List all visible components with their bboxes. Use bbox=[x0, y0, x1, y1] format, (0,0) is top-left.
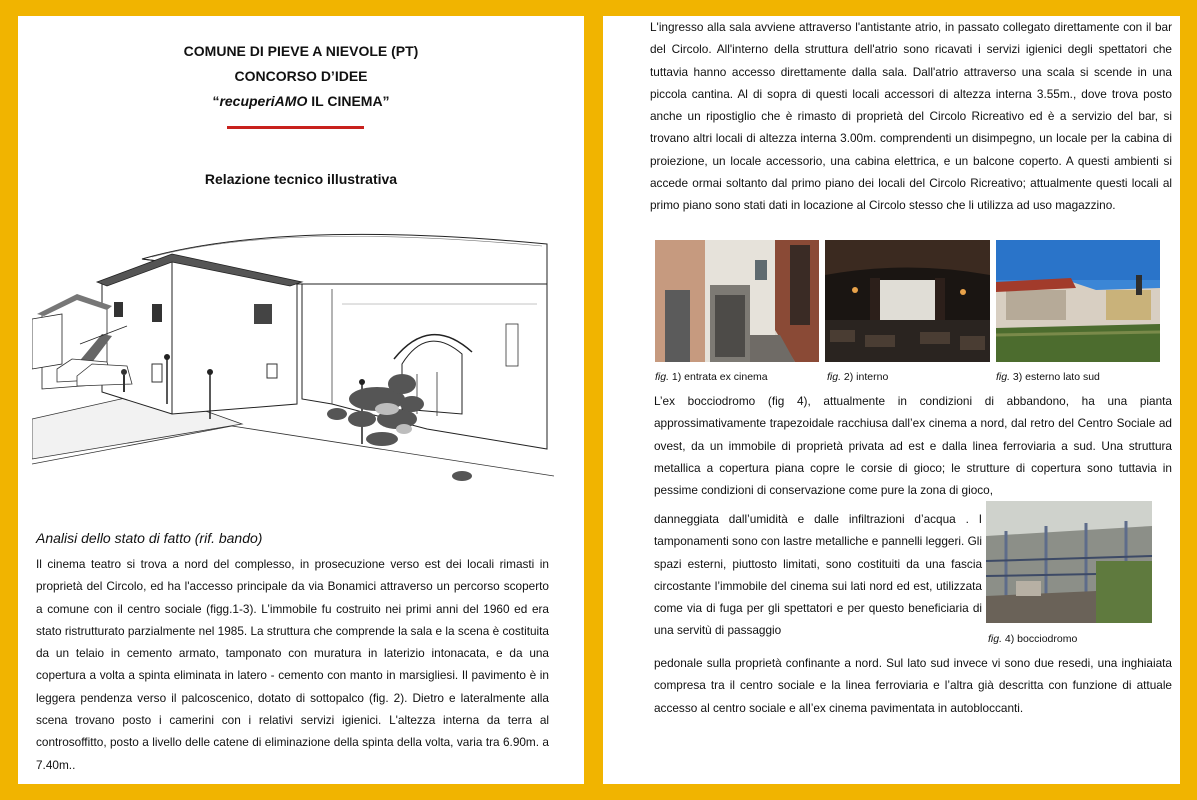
photo-bocce-court bbox=[986, 501, 1152, 623]
left-page bbox=[18, 16, 584, 784]
photo-cinema-entrance bbox=[655, 240, 819, 362]
right-body-paragraph-1: L'ingresso alla sala avviene attraverso l'antistante atrio, in passato collegato direttamente con il bar del Circolo. All'interno della struttura dell'atrio sono ricavati i servizi igienici degli spettatori che tuttavia hanno accesso direttamente dalla sala. Dall'atrio attraverso una scala si scende in una piccola cantina. Al di sopra di questi locali accessori di altezza interna 3.55m., dove trova posto anche un ripostiglio che è rimasto di proprietà del Circolo Ricreativo ed è a servizio del bar, si trovano altri locali di altezza interna 3.00m. comprendenti un disimpegno, un locale per la cabina di proiezione, un locale accessorio, una cabina elettrica, e un balcone coperto. A questi ambienti si accede ormai soltanto dal primo piano dei locali del Circolo Ricreativo; attualmente questi locali al primo piano sono stati dati in locazione al Circolo stesso che li utilizza ad uso magazzino. bbox=[650, 20, 1172, 213]
figure-caption-1: fig. 1) entrata ex cinema bbox=[655, 371, 768, 383]
left-body-paragraph: Il cinema teatro si trova a nord del complesso, in prosecuzione verso est dei locali rimasti in proprietà del Circolo, ed ha l'accesso principale da via Bonamici attraverso un percorso scoperto a comune con il centro sociale (figg.1-3). L’immobile fu costruito nei primi anni del 1960 ed era stato ristrutturato parzialmente nel 1985. La struttura che comprende la sala e la scena è costituita da un telaio in cemento armato, tamponato con muratura in laterizio intonacata, e da una copertura a volta a spinta eliminata in latero - cemento con manto in marsigliesi. Il pavimento è in leggera pendenza verso il palcoscenico, dotato di sottopalco (fig. 2). Dietro e lateralmente alla scena trovano posto i camerini con i relativi servizi igienici. L'altezza interna da terra al controsoffitto, posto a livello delle catene di eliminazione della spinta della volta, varia tra 6.90m. a 7.40m.. bbox=[36, 557, 549, 772]
right-body-paragraph-4: pedonale sulla proprietà confinante a nord. Sul lato sud invece vi sono due resedi, una inghiaiata compresa tra il centro sociale e la linea ferroviaria e l’altra già descritta con funzione di attuale accesso al centro sociale e all’ex cinema pavimentata in autobloccanti. bbox=[654, 656, 1172, 715]
right-page bbox=[603, 16, 1180, 784]
document-subtitle: Relazione tecnico illustrativa bbox=[204, 171, 398, 187]
photo-cinema-interior bbox=[825, 240, 990, 362]
right-body-paragraph-2: L’ex bocciodromo (fig 4), attualmente in condizioni di abbandono, ha una pianta approssimativamente trapezoidale racchiusa dall’ex cinema a nord, dal retro del Centro Sociale ad ovest, da un immobile di proprietà privata ad est e dalla linea ferroviaria a sud. Una struttura metallica a copertura piana copre le corsie di gioco; le strutture di copertura sono tuttavia in pessime condizioni di conservazione come pure la zona di gioco, bbox=[654, 394, 1172, 498]
figure-caption-3: fig. 3) esterno lato sud bbox=[996, 371, 1100, 383]
figure-caption-4: fig. 4) bocciodromo bbox=[988, 633, 1078, 645]
document-header bbox=[18, 39, 584, 114]
header-municipality: COMUNE DI PIEVE A NIEVOLE (PT) bbox=[183, 43, 419, 59]
photo-cinema-south-exterior bbox=[996, 240, 1160, 362]
section-heading: Analisi dello stato di fatto (rif. bando) bbox=[36, 530, 263, 546]
figure-caption-2: fig. 2) interno bbox=[827, 371, 889, 383]
red-divider bbox=[227, 126, 364, 129]
right-body-paragraph-3: danneggiata dall’umidità e dalle infiltrazioni d’acqua . I tamponamenti sono con lastre metalliche e pannelli leggeri. Gli spazi esterni, piuttosto limitati, sono costituiti da una fascia circostante l’immobile del cinema sui lati nord ed est, utilizzata come via di fuga per gli spettatori e per questo beneficiaria di una servitù di passaggio bbox=[654, 512, 982, 638]
header-project-title: “recuperiAMO IL CINEMA” bbox=[212, 93, 390, 109]
header-competition: CONCORSO D’IDEE bbox=[234, 68, 368, 84]
architectural-rendering bbox=[32, 214, 554, 492]
